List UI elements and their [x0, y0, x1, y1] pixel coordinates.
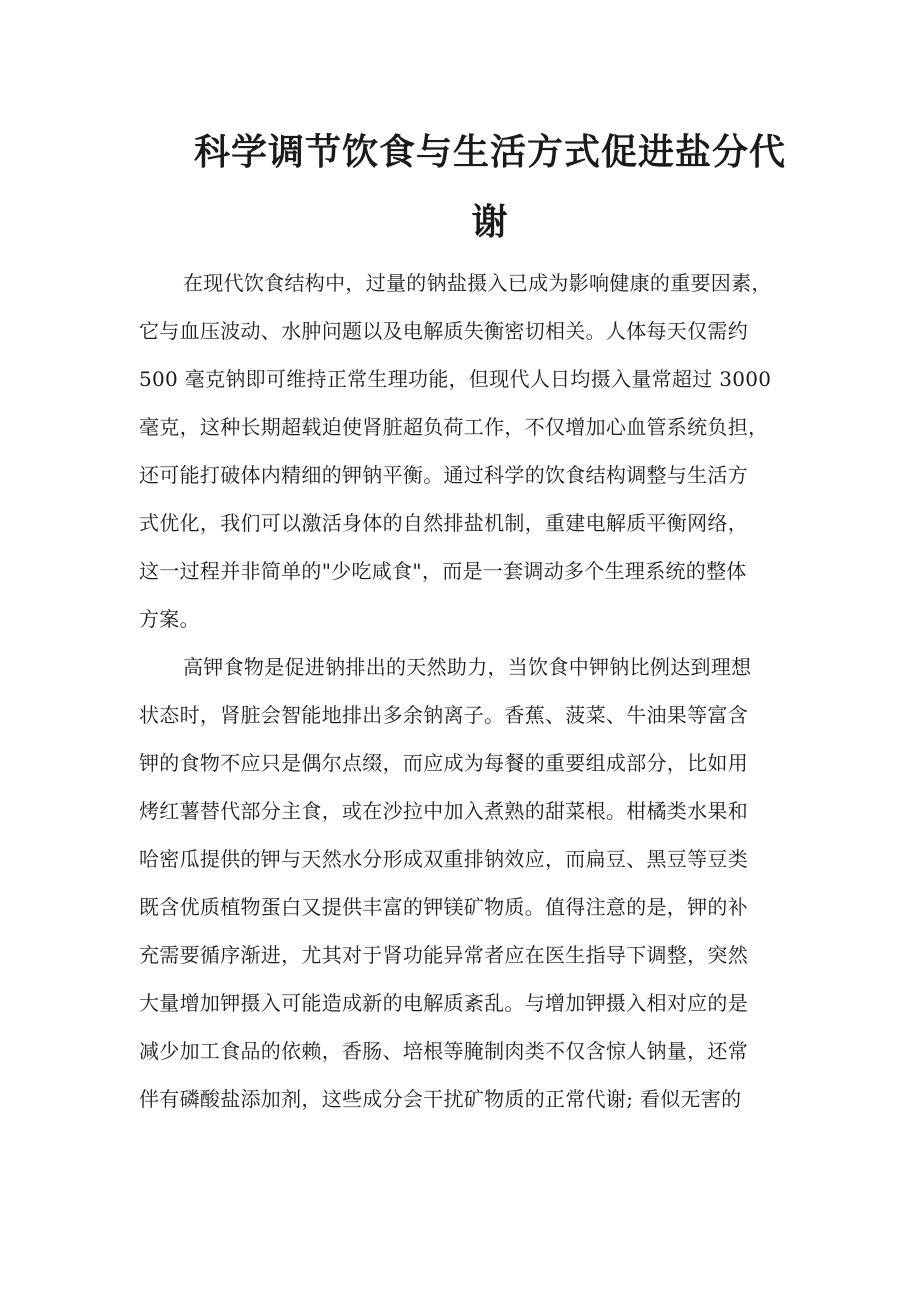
paragraph-1-line-8: 方案。	[139, 607, 200, 631]
paragraph-1-line-4: 毫克，这种长期超载迫使肾脏超负荷工作，不仅增加心血管系统负担，	[139, 415, 769, 439]
paragraph-2-line-2: 状态时，肾脏会智能地排出多余钠离子。香蕉、菠菜、牛油果等富含	[139, 703, 748, 727]
paragraph-2-line-9: 减少加工食品的依赖，香肠、培根等腌制肉类不仅含惊人钠量，还常	[139, 1039, 748, 1063]
paragraph-1	[139, 259, 789, 643]
paragraph-1-line-7: 这一过程并非简单的"少吃咸食"，而是一套调动多个生理系统的整体	[139, 559, 747, 583]
paragraph-2-line-3: 钾的食物不应只是偶尔点缀，而应成为每餐的重要组成部分，比如用	[139, 751, 748, 775]
paragraph-1-line-5: 还可能打破体内精细的钾钠平衡。通过科学的饮食结构调整与生活方	[139, 463, 748, 487]
paragraph-2	[139, 643, 789, 1123]
paragraph-1-line-2: 它与血压波动、水肿问题以及电解质失衡密切相关。人体每天仅需约	[139, 319, 748, 343]
paragraph-2-line-8: 大量增加钾摄入可能造成新的电解质紊乱。与增加钾摄入相对应的是	[139, 991, 748, 1015]
paragraph-1-line-6: 式优化，我们可以激活身体的自然排盐机制，重建电解质平衡网络，	[139, 511, 748, 535]
document-title-line-2: 谢	[471, 202, 509, 243]
paragraph-1-line-1: 在现代饮食结构中，过量的钠盐摄入已成为影响健康的重要因素，	[183, 271, 772, 295]
paragraph-2-line-1: 高钾食物是促进钠排出的天然助力，当饮食中钾钠比例达到理想	[183, 655, 752, 679]
paragraph-1-line-3: 500 毫克钠即可维持正常生理功能，但现代人日均摄入量常超过 3000	[139, 367, 772, 391]
paragraph-2-line-6: 既含优质植物蛋白又提供丰富的钾镁矿物质。值得注意的是，钾的补	[139, 895, 748, 919]
paragraph-2-line-7: 充需要循序渐进，尤其对于肾功能异常者应在医生指导下调整，突然	[139, 943, 748, 967]
document-title-line-1: 科学调节饮食与生活方式促进盐分代	[193, 132, 786, 173]
paragraph-2-line-10: 伴有磷酸盐添加剂，这些成分会干扰矿物质的正常代谢; 看似无害的	[139, 1087, 742, 1111]
paragraph-2-line-5: 哈密瓜提供的钾与天然水分形成双重排钠效应，而扁豆、黑豆等豆类	[139, 847, 748, 871]
paragraph-2-line-4: 烤红薯替代部分主食，或在沙拉中加入煮熟的甜菜根。柑橘类水果和	[139, 799, 748, 823]
